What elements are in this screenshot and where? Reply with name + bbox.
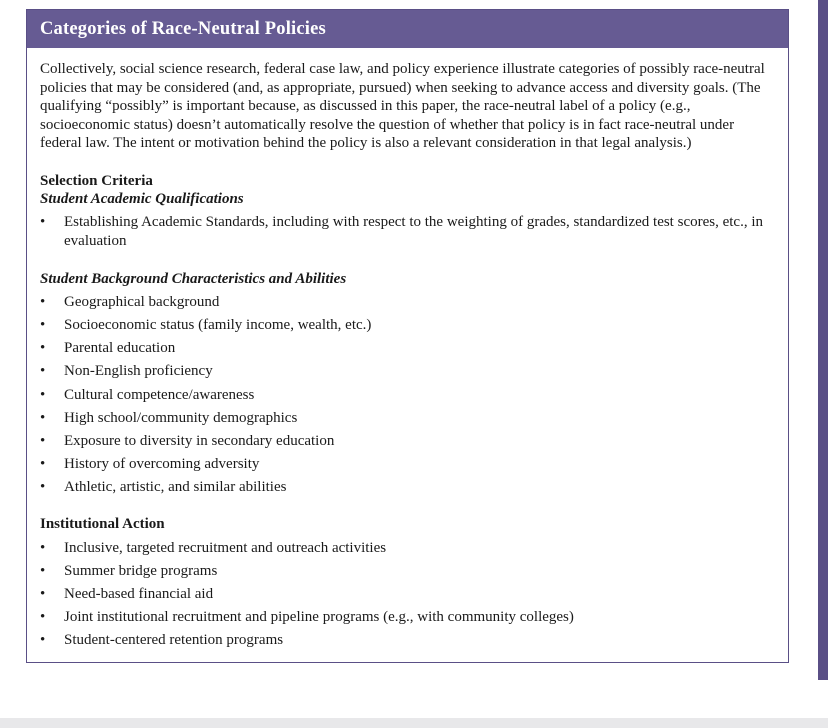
list-item	[40, 316, 774, 335]
list-item-text: Joint institutional recruitment and pipeline programs (e.g., with community colleges)	[64, 608, 574, 625]
list-item	[40, 539, 774, 558]
academic-list	[40, 213, 774, 250]
bullet-icon: •	[40, 317, 46, 334]
list-item	[40, 585, 774, 604]
list-item-text: Summer bridge programs	[64, 562, 218, 579]
subsection-title-background: Student Background Characteristics and Abilities	[40, 271, 347, 288]
list-item-text: History of overcoming adversity	[64, 455, 260, 472]
bullet-icon: •	[40, 294, 46, 311]
list-item	[40, 608, 774, 627]
institutional-list	[40, 539, 774, 650]
bullet-icon: •	[40, 631, 46, 648]
list-item-text: Athletic, artistic, and similar abilities	[64, 478, 287, 495]
list-item	[40, 455, 774, 474]
bullet-icon: •	[40, 608, 46, 625]
list-item	[40, 409, 774, 428]
list-item	[40, 213, 774, 250]
box-body	[27, 48, 788, 649]
section-title-selection-criteria: Selection Criteria	[40, 172, 153, 189]
list-item	[40, 293, 774, 312]
list-item-text: High school/community demographics	[64, 409, 298, 426]
list-item-text: Non-English proficiency	[64, 363, 213, 380]
list-item	[40, 432, 774, 451]
list-item-text: Need-based financial aid	[64, 585, 214, 602]
list-item-text: Exposure to diversity in secondary education	[64, 432, 335, 449]
policy-categories-box	[26, 9, 789, 663]
bullet-icon: •	[40, 562, 46, 579]
bullet-icon: •	[40, 340, 46, 357]
bullet-icon: •	[40, 363, 46, 380]
bullet-icon: •	[40, 409, 46, 426]
page-bottom-band	[0, 718, 828, 728]
adjacent-page-edge	[818, 0, 828, 680]
list-item	[40, 562, 774, 581]
list-item-text: Establishing Academic Standards, including with respect to the weighting of grades, standardized test scores, etc., in evaluation	[64, 214, 763, 249]
bullet-icon: •	[40, 585, 46, 602]
bullet-icon: •	[40, 455, 46, 472]
bullet-icon: •	[40, 539, 46, 556]
list-item	[40, 631, 774, 650]
bullet-icon: •	[40, 214, 46, 231]
list-item-text: Cultural competence/awareness	[64, 386, 255, 403]
list-item-text: Parental education	[64, 340, 176, 357]
bullet-icon: •	[40, 478, 46, 495]
subsection-title-academic: Student Academic Qualifications	[40, 191, 244, 207]
background-list	[40, 293, 774, 496]
list-item	[40, 386, 774, 405]
list-item-text: Socioeconomic status (family income, wealth, etc.)	[64, 317, 372, 334]
bullet-icon: •	[40, 432, 46, 449]
box-title: Categories of Race-Neutral Policies	[27, 10, 788, 48]
section-title-institutional-action: Institutional Action	[40, 516, 165, 533]
list-item	[40, 478, 774, 497]
intro-paragraph: Collectively, social science research, federal case law, and policy experience illustrate categories of possibly race-neutral policies that may be considered (and, as appropriate, pursued) when seeking to advance access and diversity goals. (The qualifying “possibly” is important because, as discussed in this paper, the race-neutral label of a policy (e.g., socioeconomic status) doesn’t automatically resolve the question of whether that policy is in fact race-neutral under federal law. The intent or motivation behind the policy is also a relevant consideration in that legal analysis.)	[40, 61, 765, 151]
list-item-text: Inclusive, targeted recruitment and outreach activities	[64, 539, 387, 556]
list-item	[40, 339, 774, 358]
list-item-text: Student-centered retention programs	[64, 631, 284, 648]
list-item	[40, 362, 774, 381]
bullet-icon: •	[40, 386, 46, 403]
list-item-text: Geographical background	[64, 294, 220, 311]
